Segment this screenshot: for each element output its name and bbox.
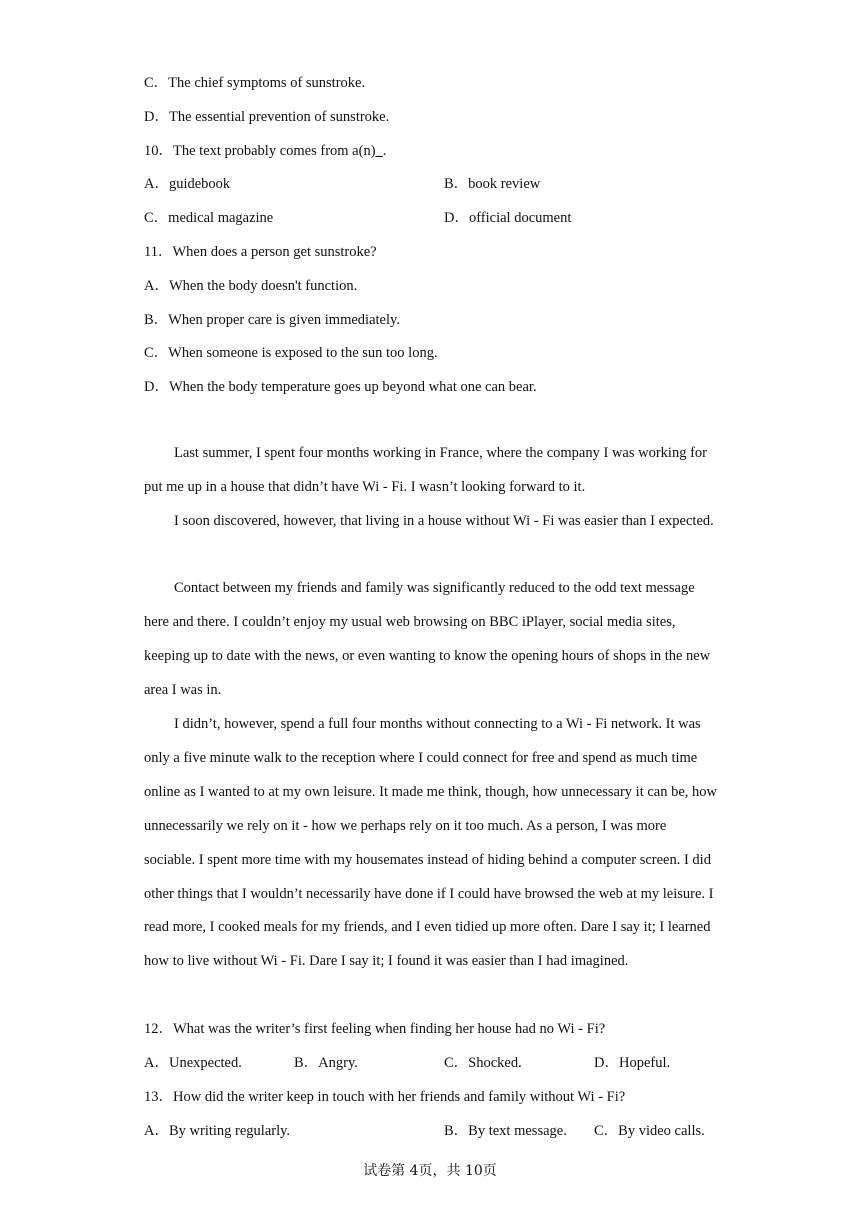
q11-option-b: B．When proper care is given immediately. [144, 312, 400, 328]
q10-option-d: D．official document [444, 210, 572, 226]
q11-stem: 11．When does a person get sunstroke? [144, 244, 377, 260]
q10-option-a: A．guidebook [144, 176, 231, 192]
passage-paragraph-4: I didn’t, however, spend a full four months without connecting to a Wi - Fi network. It was only a five minute walk to the reception where I could connect for free and spend as much time online as I wanted to at my own leisure. It made me think, though, how unnecessary it can be, how unnecessarily we rely on it - how we perhaps rely on it too much. As a person, I was more sociable. I spent more time with my housemates instead of hiding behind a computer screen. I did other things that I wouldn’t necessarily have done if I could have browsed the web at my leisure. I read more, I cooked meals for my friends, and I even tidied up more often. Dare I say it; I learned how to live without Wi - Fi. Dare I say it; I found it was easier than I had imagined. [144, 716, 718, 970]
q13-option-a: A．By writing regularly. [144, 1123, 291, 1139]
q13-stem: 13．How did the writer keep in touch with her friends and family without Wi - Fi? [144, 1089, 626, 1105]
q11-option-c: C．When someone is exposed to the sun too long. [144, 345, 438, 361]
passage-paragraph-1: Last summer, I spent four months working in France, where the company I was working for put me up in a house that didn’t have Wi - Fi. I wasn’t looking forward to it. [144, 445, 707, 495]
q12-option-d: D．Hopeful. [594, 1055, 671, 1071]
passage-paragraph-2: I soon discovered, however, that living in a house without Wi - Fi was easier than I expected. [174, 513, 714, 529]
passage-paragraph-3: Contact between my friends and family was significantly reduced to the odd text message here and there. I couldn’t enjoy my usual web browsing on BBC iPlayer, social media sites, keeping up to date with the news, or even wanting to know the opening hours of shops in the new area I was in. [144, 580, 711, 698]
q11-option-d: D．When the body temperature goes up beyond what one can bear. [144, 379, 537, 395]
q10-option-c: C．medical magazine [144, 210, 274, 226]
q10-stem-text: 10．The text probably comes from a(n) [144, 143, 376, 159]
page-footer: 试卷第 4页，共 10页 [363, 1163, 497, 1179]
q12-stem: 12．What was the writer’s first feeling when finding her house had no Wi - Fi? [144, 1021, 606, 1037]
q9-option-c: C．The chief symptoms of sunstroke. [144, 75, 366, 91]
q11-option-a: A．When the body doesn't function. [144, 278, 358, 294]
q10-blank: _ [375, 143, 383, 159]
q10-stem [144, 141, 386, 161]
q9-option-d: D．The essential prevention of sunstroke. [144, 109, 390, 125]
q12-option-a: A．Unexpected. [144, 1055, 242, 1071]
q10-stem-end: . [382, 143, 387, 159]
q13-option-c: C．By video calls. [594, 1123, 705, 1139]
q12-option-b: B．Angry. [294, 1055, 358, 1071]
q10-option-b: B．book review [444, 176, 541, 192]
q13-option-b: B．By text message. [444, 1123, 567, 1139]
q12-option-c: C．Shocked. [444, 1055, 522, 1071]
